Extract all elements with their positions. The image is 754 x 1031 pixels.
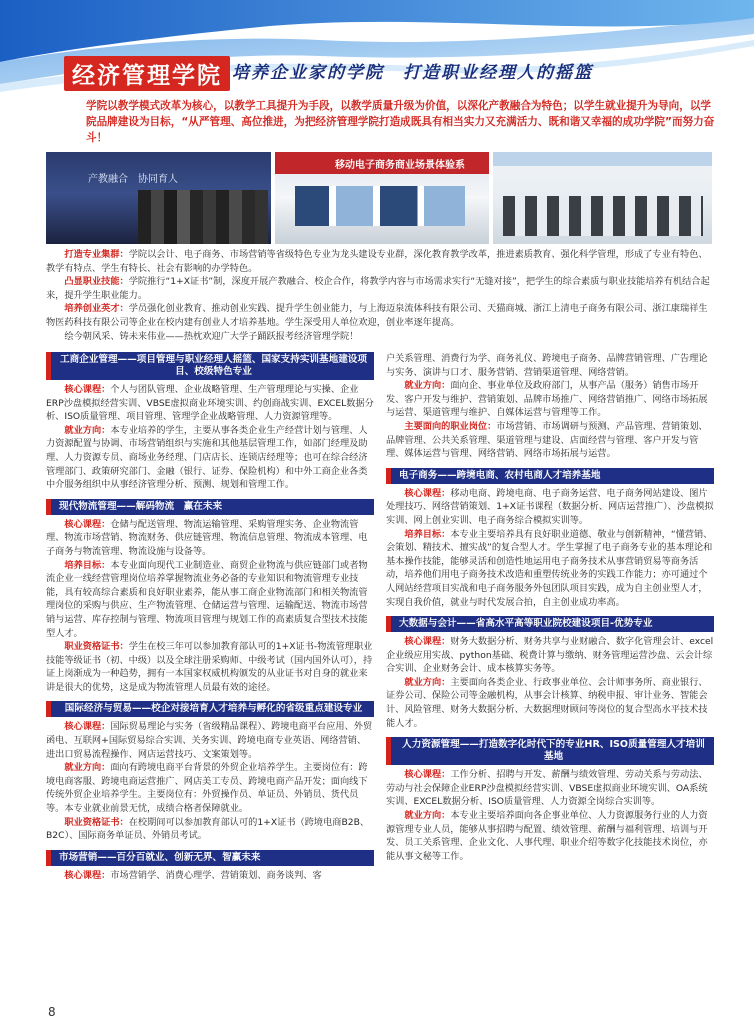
item-label: 核心课程： bbox=[404, 769, 451, 781]
item-text: 学生在校三年可以参加教育部认可的1+X证书-物流管理职业技能等级证书（初、中级）以及全球注册采购师、中级考试（国内国外认可），持证上岗渐成为一种趋势，拥有一本国家权威机构颁发的从业证书对自身的就业来讲是很大的优势，这是成为物流管理人员最有效的途径。 bbox=[46, 641, 373, 693]
header-banner bbox=[0, 0, 754, 95]
item-label: 就业方向： bbox=[64, 762, 111, 774]
feature-skills bbox=[46, 275, 712, 302]
item-label: 核心课程： bbox=[404, 636, 451, 648]
lab-screens bbox=[295, 186, 465, 226]
major-title: 大数据与会计——省高水平高等职业院校建设项目-优势专业 bbox=[386, 616, 714, 632]
item-text: 工作分析、招聘与开发、薪酬与绩效管理、劳动关系与劳动法、劳动与社会保障企业ERP沙盘模拟经营实训、VBSE虚拟商业环境实训、OA系统实训、EXCEL数据分析、ISO质量管理、人力资源全岗综合实训等。 bbox=[386, 769, 708, 808]
item-label: 核心课程： bbox=[64, 384, 111, 395]
major-item bbox=[386, 420, 714, 461]
major-hr bbox=[386, 737, 714, 863]
photo-ecommerce-lab bbox=[275, 152, 489, 244]
major-item bbox=[46, 761, 374, 815]
room-computers bbox=[503, 196, 703, 236]
welcome-line: 绘今朝风采、铸未来伟业——热枕欢迎广大学子踊跃报考经济管理学院！ bbox=[64, 330, 359, 342]
photo-lab-caption: 移动电子商务商业场景体验系 bbox=[335, 160, 465, 171]
major-intl-trade bbox=[46, 701, 374, 842]
item-text: 财务大数据分析、财务共享与业财融合、数字化管理会计、excel企业级应用实战、python基础、税费计算与缴纳、财务管理运营沙盘、云会计综合实训、企业财务会计、成本核算实务等。 bbox=[386, 636, 714, 675]
major-item bbox=[46, 640, 374, 694]
major-item bbox=[386, 379, 714, 420]
feature-cluster-label: 打造专业集群： bbox=[64, 249, 129, 260]
marketing-continued-text: 户关系管理、消费行为学、商务礼仪、跨境电子商务、品牌营销管理、广告理论与实务、演讲与口才、服务营销、营销渠道管理、网络营销。 bbox=[386, 353, 708, 378]
major-item bbox=[46, 869, 374, 883]
major-item bbox=[46, 720, 374, 761]
intro-paragraph: 学院以教学模式改革为核心，以教学工具提升为手段，以教学质量升级为价值，以深化产教融合为特色；以学生就业提升为导向，以学院品牌建设为目标，“从严管理、高位推进，为把经济管理学院打造成既具有相当实力又充满活力、既和谐又幸福的成功学院”而努力奋斗！ bbox=[86, 100, 715, 144]
item-text: 个人与团队管理、企业战略管理、生产管理理论与实操、企业ERP沙盘模拟经营实训、VBSE虚拟商业环境实训、约创商战实训、EXCEL数据分析、ISO质量管理、项目管理、管理学企业战略管理、人力资源管理等。 bbox=[46, 384, 374, 423]
item-label: 就业方向： bbox=[64, 424, 111, 436]
major-item bbox=[46, 816, 374, 843]
major-title: 国际经济与贸易——校企对接培育人才培养与孵化的省级重点建设专业 bbox=[46, 701, 374, 717]
major-item bbox=[386, 809, 714, 863]
major-item bbox=[46, 424, 374, 492]
major-marketing-continued bbox=[386, 352, 714, 461]
item-label: 核心课程： bbox=[404, 487, 451, 499]
major-item bbox=[386, 768, 714, 809]
item-label: 职业资格证书： bbox=[64, 641, 129, 653]
major-item bbox=[386, 635, 714, 676]
item-label: 就业方向： bbox=[404, 676, 451, 688]
feature-entrepreneur-label: 培养创业英才： bbox=[64, 303, 129, 315]
item-label: 培养目标： bbox=[64, 559, 111, 571]
item-text: 本专业主要培养具有良好职业道德、敬业与创新精神，“懂营销、会策划、精技术、擅实战”的复合型人才。学生掌握了电子商务专业的基本理论和基本操作技能，能够灵活和创造性地运用电子商务技术从事营销贸易等商务活动，培养他们用电子商务技术改造和重塑传统业务的实践工作能力；亦可通过个人网站经营项目实战和电子商务服务外包团队项目实践，成为自主创业型人才，实现自我价值，就业与时代发展合拍，自主创业成功率高。 bbox=[386, 528, 713, 608]
item-label: 核心课程： bbox=[64, 869, 111, 881]
major-title: 现代物流管理——解码物流 赢在未来 bbox=[46, 499, 374, 515]
college-slogan: 培养企业家的学院 打造职业经理人的摇篮 bbox=[232, 63, 593, 83]
major-title: 工商企业管理——项目管理与职业经理人摇篮、国家支持实训基地建设项目、校级特色专业 bbox=[46, 352, 374, 380]
major-title: 市场营销——百分百就业、创新无界、智赢未来 bbox=[46, 850, 374, 866]
item-label: 职业资格证书： bbox=[64, 816, 129, 828]
major-title: 电子商务——跨境电商、农村电商人才培养基地 bbox=[386, 468, 714, 484]
item-label: 核心课程： bbox=[64, 518, 111, 530]
item-text: 本专业培养的学生，主要从事各类企业生产经营计划与管理、人力资源配置与协调、市场营销组织与实施和其他基层管理工作，如部门经理及助理、人力资源专员、商场业务经理、门店店长、连锁店经理等；也可在综合经济管理部门、政策研究部门、金融（银行、证券、保险机构）和中外工商企业各类中介服务组织中从事经济管理分析、预测、规划和管理工作。 bbox=[46, 424, 368, 491]
photo-people-silhouettes bbox=[138, 190, 268, 244]
item-text: 本专业面向现代工业制造业、商贸企业物流与供应链部门或者物流企业一线经营管理岗位培养掌握物流业务必备的专业知识和物流管理专业技能，具有较高综合素质和良好职业素养，能从事工商企业物流部门和相关物流管理岗位的采购与供应、生产物流管理、仓储运营与管理、运输配送、物流市场营销与运营、库存控制与管理、物流项目管理与规划工作的高素质复合型技术技能型人才。 bbox=[46, 559, 368, 639]
feature-entrepreneur-text: 学员强化创业教育、推动创业实践、提升学生创业能力，与上海迈泉流体科技有限公司、天猫商城、浙江上清电子商务有限公司、浙江康瑞祥生物医药科技有限公司等企业在校内建有创业人才培养基地。学生深受用人单位欢迎，创业率逐年提高。 bbox=[46, 303, 708, 328]
item-text: 市场营销学、消费心理学、营销策划、商务谈判、客 bbox=[110, 869, 322, 881]
major-item bbox=[46, 559, 374, 641]
item-text: 国际贸易理论与实务（省级精品课程）、跨境电商平台应用、外贸函电、互联网+国际贸易综合实训、关务实训、跨境电商专业英语、网络营销、进出口贸易流程操作、网店运营技巧、文案策划等。 bbox=[46, 721, 373, 760]
major-item bbox=[46, 383, 374, 424]
major-marketing bbox=[46, 850, 374, 883]
item-text: 仓储与配送管理、物流运输管理、采购管理实务、企业物流管理、物流市场营销、物流财务、供应链管理、物流信息管理、物流成本管理、电子商务与物流管理、物流设施与设备等。 bbox=[46, 518, 368, 557]
features-block bbox=[46, 248, 712, 343]
item-text: 在校期间可以参加教育部认可的1+X证书（跨境电商B2B、B2C）、国际商务单证员、外销员考试。 bbox=[46, 816, 370, 842]
photo-ceremony bbox=[46, 152, 271, 244]
item-text: 面向有跨境电商平台背景的外贸企业培养学生。主要岗位有：跨境电商客服、跨境电商运营推广、网店美工专员、跨境电商产品开发；面向线下传统外贸企业培养学生。主要岗位有：外贸操作员、单证员、外销员、货代员等。本专业就业前景无忧，成绩合格者保障就业。 bbox=[46, 762, 368, 815]
item-text: 面向企、事业单位及政府部门，从事产品（服务）销售市场开发、客户开发与维护、营销策划、品牌市场推广、网络营销推广、网络市场拓展与运营、渠道管理与维护、自媒体运营与管理等工作。 bbox=[386, 380, 708, 419]
item-label: 核心课程： bbox=[64, 721, 111, 733]
major-item bbox=[46, 518, 374, 559]
item-text: 本专业主要培养面向各企事业单位、人力资源服务行业的人力资源管理专业人员，能够从事招聘与配置、绩效管理、薪酬与福利管理、培训与开发、员工关系管理、企业文化、人事代理、职业介绍等数字化技能技术岗位，亦能从事文秘等工作。 bbox=[386, 810, 708, 862]
feature-skills-text: 学院推行“1+X证书”制，深度开展产教融合、校企合作，将教学内容与市场需求实行“无缝对接”，把学生的综合素质与职业技能培养有机结合起来，提升学生职业能力。 bbox=[46, 276, 710, 301]
major-business-admin bbox=[46, 352, 374, 492]
feature-skills-label: 凸显职业技能： bbox=[64, 276, 129, 288]
item-label: 就业方向： bbox=[404, 380, 451, 392]
college-title: 经济管理学院 bbox=[64, 56, 230, 91]
photo-computer-room bbox=[493, 152, 712, 244]
item-text: 主要面向各类企业、行政事业单位、会计师事务所、商业银行、证券公司、保险公司等金融机构，从事会计核算、纳税申报、审计业务、智能会计、风险管理、财务大数据分析、大数据理财顾问等岗位的复合型高水平技术技能人才。 bbox=[386, 676, 708, 729]
major-item bbox=[386, 528, 714, 610]
item-label: 培养目标： bbox=[404, 528, 451, 540]
major-logistics bbox=[46, 499, 374, 695]
major-item bbox=[386, 676, 714, 730]
page-number: 8 bbox=[48, 1005, 56, 1019]
item-text: 移动电商、跨境电商、电子商务运营、电子商务网站建设、图片处理技巧、网络营销策划、1+X证书课程（数据分析、网店运营推广）、沙盘模拟实训、网上创业实训、电子商务综合模拟实训等。 bbox=[386, 487, 714, 526]
major-item bbox=[386, 487, 714, 528]
feature-cluster bbox=[46, 248, 712, 275]
major-bigdata-accounting bbox=[386, 616, 714, 730]
feature-entrepreneur bbox=[46, 302, 712, 329]
photo-strip bbox=[46, 152, 712, 244]
major-title: 人力资源管理——打造数字化时代下的专业HR、ISO质量管理人才培训基地 bbox=[386, 737, 714, 765]
item-label: 就业方向： bbox=[404, 810, 451, 822]
right-column bbox=[386, 352, 714, 870]
feature-cluster-text: 学院以会计、电子商务、市场营销等省级特色专业为龙头建设专业群，深化教育教学改革，推进素质教育、强化科学管理，形成了专业有特色、教学有特点、学生有特长、社会有影响的办学特色。 bbox=[46, 249, 708, 274]
photo-ceremony-caption: 产教融合 协同育人 bbox=[88, 174, 178, 185]
major-ecommerce bbox=[386, 468, 714, 609]
room-ceiling bbox=[493, 152, 712, 166]
item-text: 市场营销、市场调研与预测、产品管理、营销策划、品牌管理、公共关系管理、渠道管理与建设、店面经营与管理、客户开发与管理、媒体运营与管理、网络营销、网络市场拓展与运营。 bbox=[386, 420, 708, 460]
left-column bbox=[46, 352, 374, 889]
item-label: 主要面向的职业岗位： bbox=[404, 420, 497, 432]
